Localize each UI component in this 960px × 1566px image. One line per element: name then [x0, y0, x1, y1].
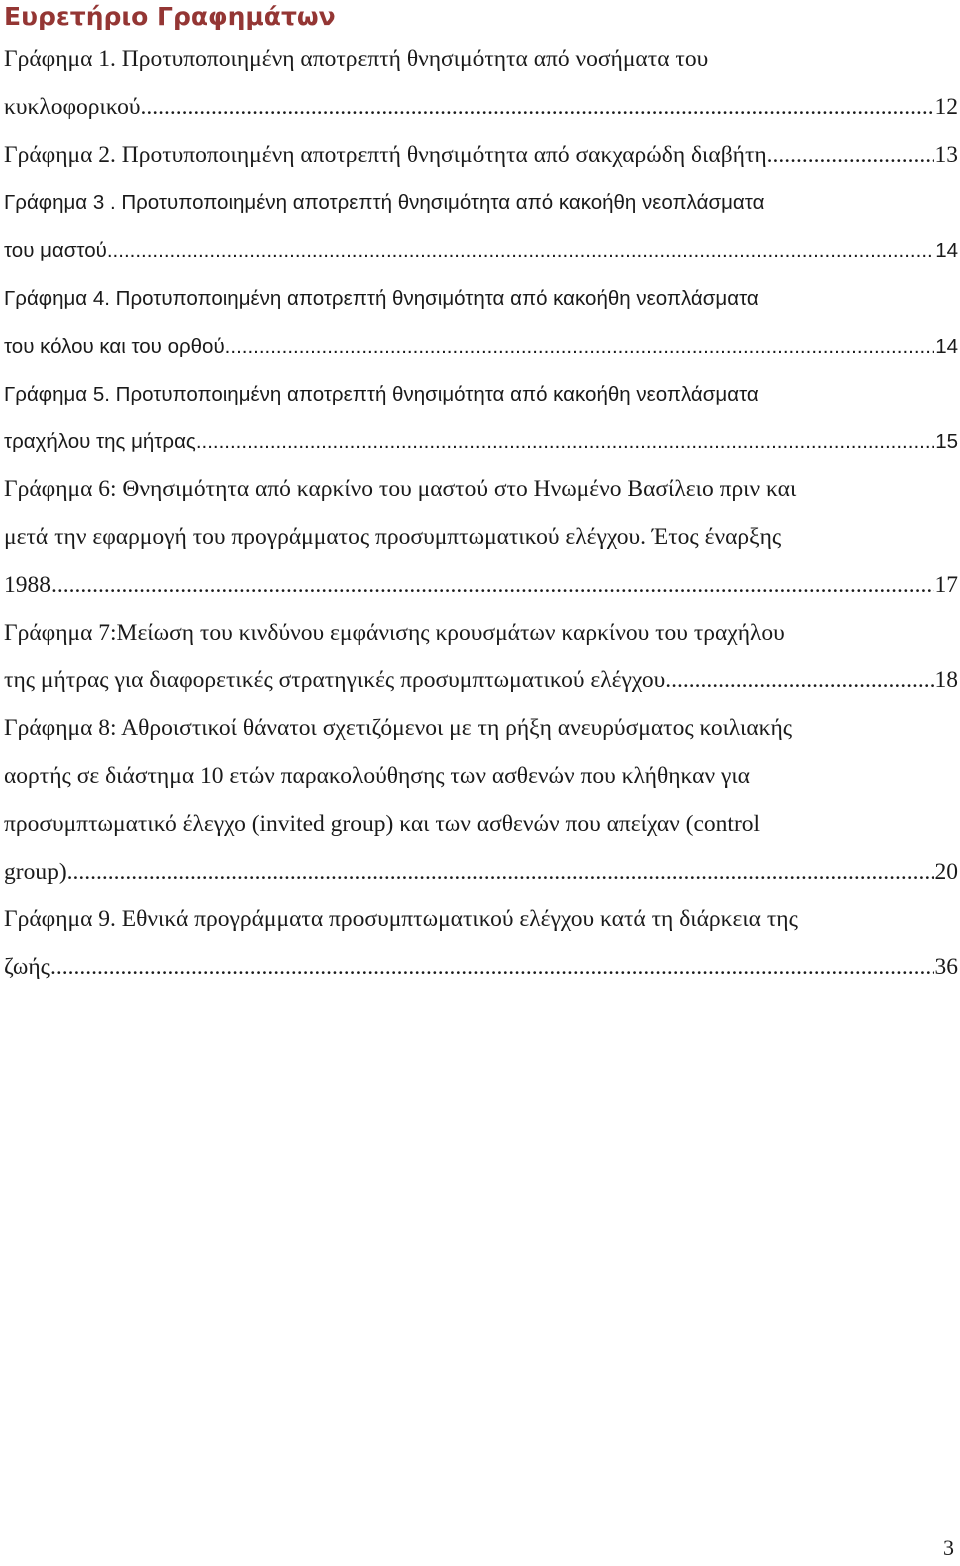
- toc-entry-text: Γράφημα 1. Προτυποποιημένη αποτρεπτή θνησιμότητα από νοσήματα του: [4, 46, 709, 72]
- toc-entry-text: Γράφημα 8: Αθροιστικοί θάνατοι σχετιζόμενοι με τη ρήξη ανευρύσματος κοιλιακής: [4, 715, 793, 742]
- toc-entry[interactable]: [4, 275, 960, 371]
- toc-entry-text: μετά την εφαρμογή του προγράμματος προσυμπτωματικού ελέγχου. Έτος έναρξης: [4, 523, 782, 550]
- toc-page-number: 14: [935, 334, 958, 358]
- toc-entry[interactable]: [4, 896, 960, 992]
- toc-entry-text: κυκλοφορικού: [4, 93, 141, 120]
- toc-page-number: 12: [934, 93, 958, 120]
- dot-leader: [67, 849, 934, 897]
- toc-entry-text: Γράφημα 4. Προτυποποιημένη αποτρεπτή θνησιμότητα από κακοήθη νεοπλάσματα: [4, 286, 759, 310]
- toc-entry-text: Γράφημα 3 . Προτυποποιημένη αποτρεπτή θνησιμότητα από κακοήθη νεοπλάσματα: [4, 191, 765, 215]
- dot-leader: [107, 227, 934, 275]
- toc-page-number: 15: [935, 430, 958, 454]
- toc-entry-text: Γράφημα 9. Εθνικά προγράμματα προσυμπτωματικού ελέγχου κατά τη διάρκεια της: [4, 906, 798, 933]
- toc-entry[interactable]: [4, 371, 960, 467]
- toc-entry-text: group): [4, 858, 67, 885]
- toc-entry-text: 1988: [4, 571, 51, 598]
- toc-entry[interactable]: [4, 466, 960, 609]
- toc-heading: Ευρετήριο Γραφημάτων: [4, 2, 336, 31]
- dot-leader: [141, 84, 934, 132]
- page-number: 3: [943, 1535, 954, 1560]
- toc-entry-text: τραχήλου της μήτρας: [4, 430, 196, 454]
- toc-page-number: 36: [934, 954, 958, 981]
- toc-entry-text: της μήτρας για διαφορετικές στρατηγικές προσυμπτωματικού ελέγχου: [4, 667, 666, 694]
- toc-entry[interactable]: [4, 610, 960, 706]
- toc-entry[interactable]: [4, 179, 960, 275]
- dot-leader: [196, 418, 934, 466]
- dot-leader: [767, 132, 934, 180]
- toc-entry-text: του κόλου και του ορθού: [4, 334, 225, 358]
- toc-page-number: 14: [935, 239, 958, 263]
- toc-entry[interactable]: [4, 705, 960, 896]
- toc-entry[interactable]: [4, 132, 960, 180]
- toc-entry-text: του μαστού: [4, 239, 107, 263]
- toc-page-number: 20: [934, 858, 958, 885]
- toc-entry-text: Γράφημα 5. Προτυποποιημένη αποτρεπτή θνησιμότητα από κακοήθη νεοπλάσματα: [4, 382, 759, 406]
- dot-leader: [665, 657, 933, 705]
- dot-leader: [225, 323, 935, 371]
- toc-page-number: 17: [934, 571, 958, 598]
- toc-entry-text: αορτής σε διάστημα 10 ετών παρακολούθησης των ασθενών που κλήθηκαν για: [4, 762, 750, 789]
- toc-entry-text: Γράφημα 7:Μείωση του κινδύνου εμφάνισης κρουσμάτων καρκίνου του τραχήλου: [4, 619, 785, 646]
- toc-entry-text: προσυμπτωματικό έλεγχο (invited group) και των ασθενών που απείχαν (control: [4, 810, 761, 837]
- toc-entry[interactable]: [4, 36, 960, 132]
- toc-page-number: 18: [934, 667, 958, 694]
- dot-leader: [51, 562, 934, 610]
- figure-index-list: [4, 36, 960, 992]
- toc-entry-text: Γράφημα 2. Προτυποποιημένη αποτρεπτή θνησιμότητα από σακχαρώδη διαβήτη: [4, 141, 767, 168]
- toc-page-number: 13: [934, 141, 958, 168]
- dot-leader: [50, 944, 934, 992]
- toc-entry-text: ζωής: [4, 954, 50, 981]
- toc-entry-text: Γράφημα 6: Θνησιμότητα από καρκίνο του μαστού στο Ηνωμένο Βασίλειο πριν και: [4, 476, 797, 503]
